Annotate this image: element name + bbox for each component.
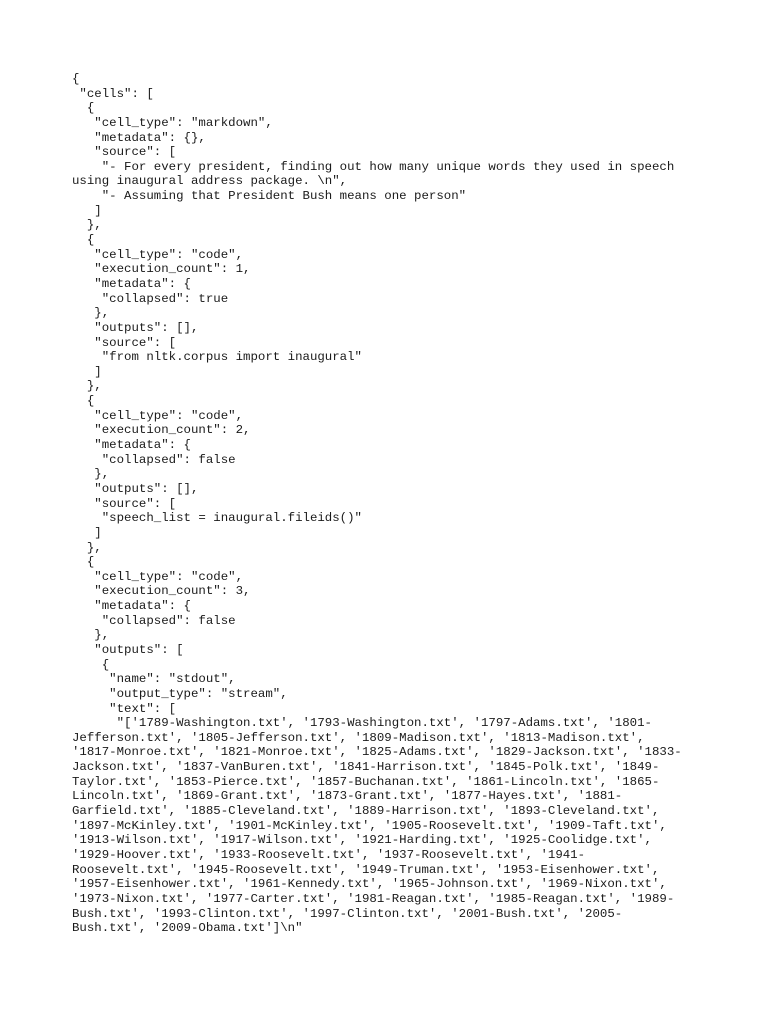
text-line: "source": [ xyxy=(72,145,177,160)
text-line: ] xyxy=(72,364,102,379)
text-line: "outputs": [], xyxy=(72,320,199,335)
text-line: "speech_list = inaugural.fileids()" xyxy=(72,511,362,526)
text-line: }, xyxy=(72,540,102,555)
text-line: Bush.txt', '1993-Clinton.txt', '1997-Clinton.txt', '2001-Bush.txt', '2005- xyxy=(72,906,623,921)
text-line: "collapsed": true xyxy=(72,291,229,306)
text-line: "name": "stdout", xyxy=(72,672,236,687)
text-line: "from nltk.corpus import inaugural" xyxy=(72,350,362,365)
text-line: "outputs": [], xyxy=(72,481,199,496)
text-line: "- Assuming that President Bush means one person" xyxy=(72,189,467,204)
text-line: "collapsed": false xyxy=(72,452,236,467)
text-line: { xyxy=(72,233,95,248)
text-line: '1929-Hoover.txt', '1933-Roosevelt.txt', '1937-Roosevelt.txt', '1941- xyxy=(72,847,586,862)
text-line: '1913-Wilson.txt', '1917-Wilson.txt', '1921-Harding.txt', '1925-Coolidge.txt', xyxy=(72,833,652,848)
text-line: "cell_type": "code", xyxy=(72,408,244,423)
text-line: "execution_count": 2, xyxy=(72,423,251,438)
text-line: "metadata": { xyxy=(72,276,191,291)
text-line: }, xyxy=(72,379,102,394)
text-line: '1897-McKinley.txt', '1901-McKinley.txt', '1905-Roosevelt.txt', '1909-Taft.txt', xyxy=(72,818,667,833)
text-line: "source": [ xyxy=(72,335,177,350)
text-line: "cell_type": "markdown", xyxy=(72,115,273,130)
text-line: "metadata": { xyxy=(72,599,191,614)
text-line: ] xyxy=(72,525,102,540)
document-page xyxy=(72,72,696,936)
text-line: Taylor.txt', '1853-Pierce.txt', '1857-Buchanan.txt', '1861-Lincoln.txt', '1865- xyxy=(72,774,660,789)
text-line: }, xyxy=(72,467,110,482)
text-line: "source": [ xyxy=(72,496,177,511)
text-line: { xyxy=(72,72,80,86)
text-line: { xyxy=(72,657,110,672)
text-line: }, xyxy=(72,628,110,643)
text-line: "outputs": [ xyxy=(72,642,184,657)
text-line: }, xyxy=(72,218,102,233)
text-line: Jackson.txt', '1837-VanBuren.txt', '1841-Harrison.txt', '1845-Polk.txt', '1849- xyxy=(72,760,660,775)
text-line: using inaugural address package. \n", xyxy=(72,174,348,189)
text-line: "cell_type": "code", xyxy=(72,569,244,584)
text-line: Bush.txt', '2009-Obama.txt']\n" xyxy=(72,921,303,936)
text-line: '1957-Eisenhower.txt', '1961-Kennedy.txt', '1965-Johnson.txt', '1969-Nixon.txt', xyxy=(72,877,667,892)
text-line: ] xyxy=(72,203,102,218)
text-line: "execution_count": 3, xyxy=(72,584,251,599)
text-line: }, xyxy=(72,306,110,321)
text-line: "metadata": { xyxy=(72,438,191,453)
text-line: "metadata": {}, xyxy=(72,130,206,145)
text-line: Roosevelt.txt', '1945-Roosevelt.txt', '1949-Truman.txt', '1953-Eisenhower.txt', xyxy=(72,862,660,877)
text-line: "['1789-Washington.txt', '1793-Washington.txt', '1797-Adams.txt', '1801- xyxy=(72,716,652,731)
text-line: { xyxy=(72,394,95,409)
text-line: Lincoln.txt', '1869-Grant.txt', '1873-Grant.txt', '1877-Hayes.txt', '1881- xyxy=(72,789,623,804)
text-line: { xyxy=(72,555,95,570)
notebook-json-text xyxy=(72,72,696,936)
text-line: "cell_type": "code", xyxy=(72,247,244,262)
text-line: "output_type": "stream", xyxy=(72,686,288,701)
text-line: "collapsed": false xyxy=(72,613,236,628)
text-line: '1817-Monroe.txt', '1821-Monroe.txt', '1825-Adams.txt', '1829-Jackson.txt', '1833- xyxy=(72,745,682,760)
text-line: "cells": [ xyxy=(72,86,154,101)
text-line: { xyxy=(72,101,95,116)
text-line: Jefferson.txt', '1805-Jefferson.txt', '1809-Madison.txt', '1813-Madison.txt', xyxy=(72,730,645,745)
text-line: "- For every president, finding out how many unique words they used in speech xyxy=(72,159,675,174)
text-line: Garfield.txt', '1885-Cleveland.txt', '1889-Harrison.txt', '1893-Cleveland.txt', xyxy=(72,804,660,819)
text-line: '1973-Nixon.txt', '1977-Carter.txt', '1981-Reagan.txt', '1985-Reagan.txt', '1989- xyxy=(72,891,675,906)
text-line: "text": [ xyxy=(72,701,177,716)
text-line: "execution_count": 1, xyxy=(72,262,251,277)
